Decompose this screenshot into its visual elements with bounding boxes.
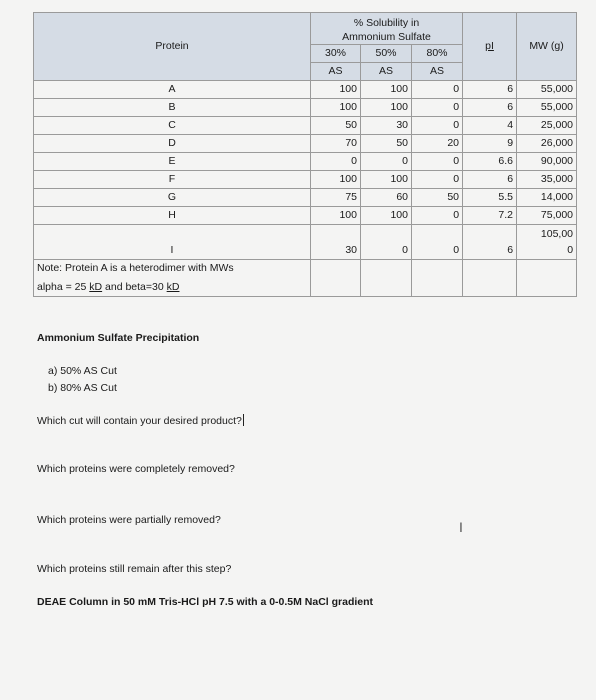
solubility-30: 30 [311,225,361,260]
protein-name: B [34,99,311,117]
solubility-title-line1: % Solubility in [353,17,420,29]
solubility-30: 100 [311,171,361,189]
pi-value: 6 [463,99,517,117]
solubility-30: 0 [311,153,361,171]
mw-value: 75,000 [517,207,577,225]
solubility-80: 20 [412,135,463,153]
solubility-30: 100 [311,81,361,99]
protein-name: F [34,171,311,189]
protein-name: H [34,207,311,225]
protein-name: A [34,81,311,99]
solubility-80: 0 [412,153,463,171]
solubility-80: 0 [412,99,463,117]
section-title: Ammonium Sulfate Precipitation [37,332,200,344]
table-row [34,171,577,189]
solubility-50: 100 [361,207,412,225]
pct30-header: 30% [311,45,361,63]
table-row [34,189,577,207]
solubility-50: 30 [361,117,412,135]
solubility-50: 50 [361,135,412,153]
note-cell [34,260,311,297]
solubility-80: 0 [412,225,463,260]
solubility-80: 0 [412,117,463,135]
solubility-30: 100 [311,99,361,117]
empty-cell [463,260,517,297]
table-row [34,117,577,135]
pi-value: 6 [463,225,517,260]
protein-header: Protein [34,13,311,81]
solubility-50: 100 [361,81,412,99]
question-1 [37,414,244,427]
table-row [34,153,577,171]
empty-cell [311,260,361,297]
solubility-30: 70 [311,135,361,153]
pi-value: 5.5 [463,189,517,207]
pi-header-label: pI [485,40,494,52]
ibeam-cursor-icon: I [459,519,463,535]
mw-value [517,225,577,260]
solubility-30: 75 [311,189,361,207]
mw-value: 35,000 [517,171,577,189]
as50-header: AS [361,63,412,81]
protein-solubility-table [33,12,577,297]
table-row [34,81,577,99]
empty-cell [361,260,412,297]
question-1-text: Which cut will contain your desired product? [37,415,242,427]
note-kd-2: kD [166,281,180,293]
solubility-50: 100 [361,171,412,189]
pi-value: 6 [463,171,517,189]
table-row-i [34,225,577,260]
pi-value: 6.6 [463,153,517,171]
solubility-50: 60 [361,189,412,207]
table-row [34,99,577,117]
question-3: Which proteins were partially removed? [37,514,221,526]
mw-value: 14,000 [517,189,577,207]
note-kd-1: kD [89,281,103,293]
question-2: Which proteins were completely removed? [37,463,235,475]
pct80-header: 80% [412,45,463,63]
pi-value: 7.2 [463,207,517,225]
mw-value: 26,000 [517,135,577,153]
as30-header: AS [311,63,361,81]
solubility-30: 50 [311,117,361,135]
protein-name: I [34,225,311,260]
pi-value: 6 [463,81,517,99]
solubility-80: 0 [412,81,463,99]
solubility-title-line2: Ammonium Sulfate [342,31,431,43]
pi-value: 9 [463,135,517,153]
pi-header [463,13,517,81]
mw-value-line2: 0 [567,244,574,256]
option-a: a) 50% AS Cut [48,365,117,377]
note-line2 [37,279,307,296]
mw-value: 25,000 [517,117,577,135]
solubility-50: 0 [361,225,412,260]
as80-header: AS [412,63,463,81]
solubility-80: 50 [412,189,463,207]
note-row [34,260,577,297]
option-b: b) 80% AS Cut [48,382,117,394]
protein-name: C [34,117,311,135]
question-5: DEAE Column in 50 mM Tris-HCl pH 7.5 with a 0-0.5M NaCl gradient [37,596,374,608]
empty-cell [517,260,577,297]
note-beta: and beta=30 [102,281,167,293]
note-line1: Note: Protein A is a heterodimer with MWs [37,262,234,274]
solubility-80: 0 [412,207,463,225]
mw-header: MW (g) [517,13,577,81]
mw-value: 55,000 [517,81,577,99]
pi-value: 4 [463,117,517,135]
table-row [34,135,577,153]
question-4: Which proteins still remain after this step? [37,563,232,575]
mw-value: 90,000 [517,153,577,171]
solubility-80: 0 [412,171,463,189]
protein-name: E [34,153,311,171]
empty-cell [412,260,463,297]
solubility-50: 100 [361,99,412,117]
protein-name: G [34,189,311,207]
mw-value: 55,000 [517,99,577,117]
solubility-30: 100 [311,207,361,225]
table-row [34,207,577,225]
solubility-50: 0 [361,153,412,171]
mw-value-line1: 105,00 [540,228,574,240]
solubility-header [311,13,463,45]
text-cursor [243,414,244,426]
note-alpha: alpha = 25 [37,281,90,293]
pct50-header: 50% [361,45,412,63]
protein-name: D [34,135,311,153]
